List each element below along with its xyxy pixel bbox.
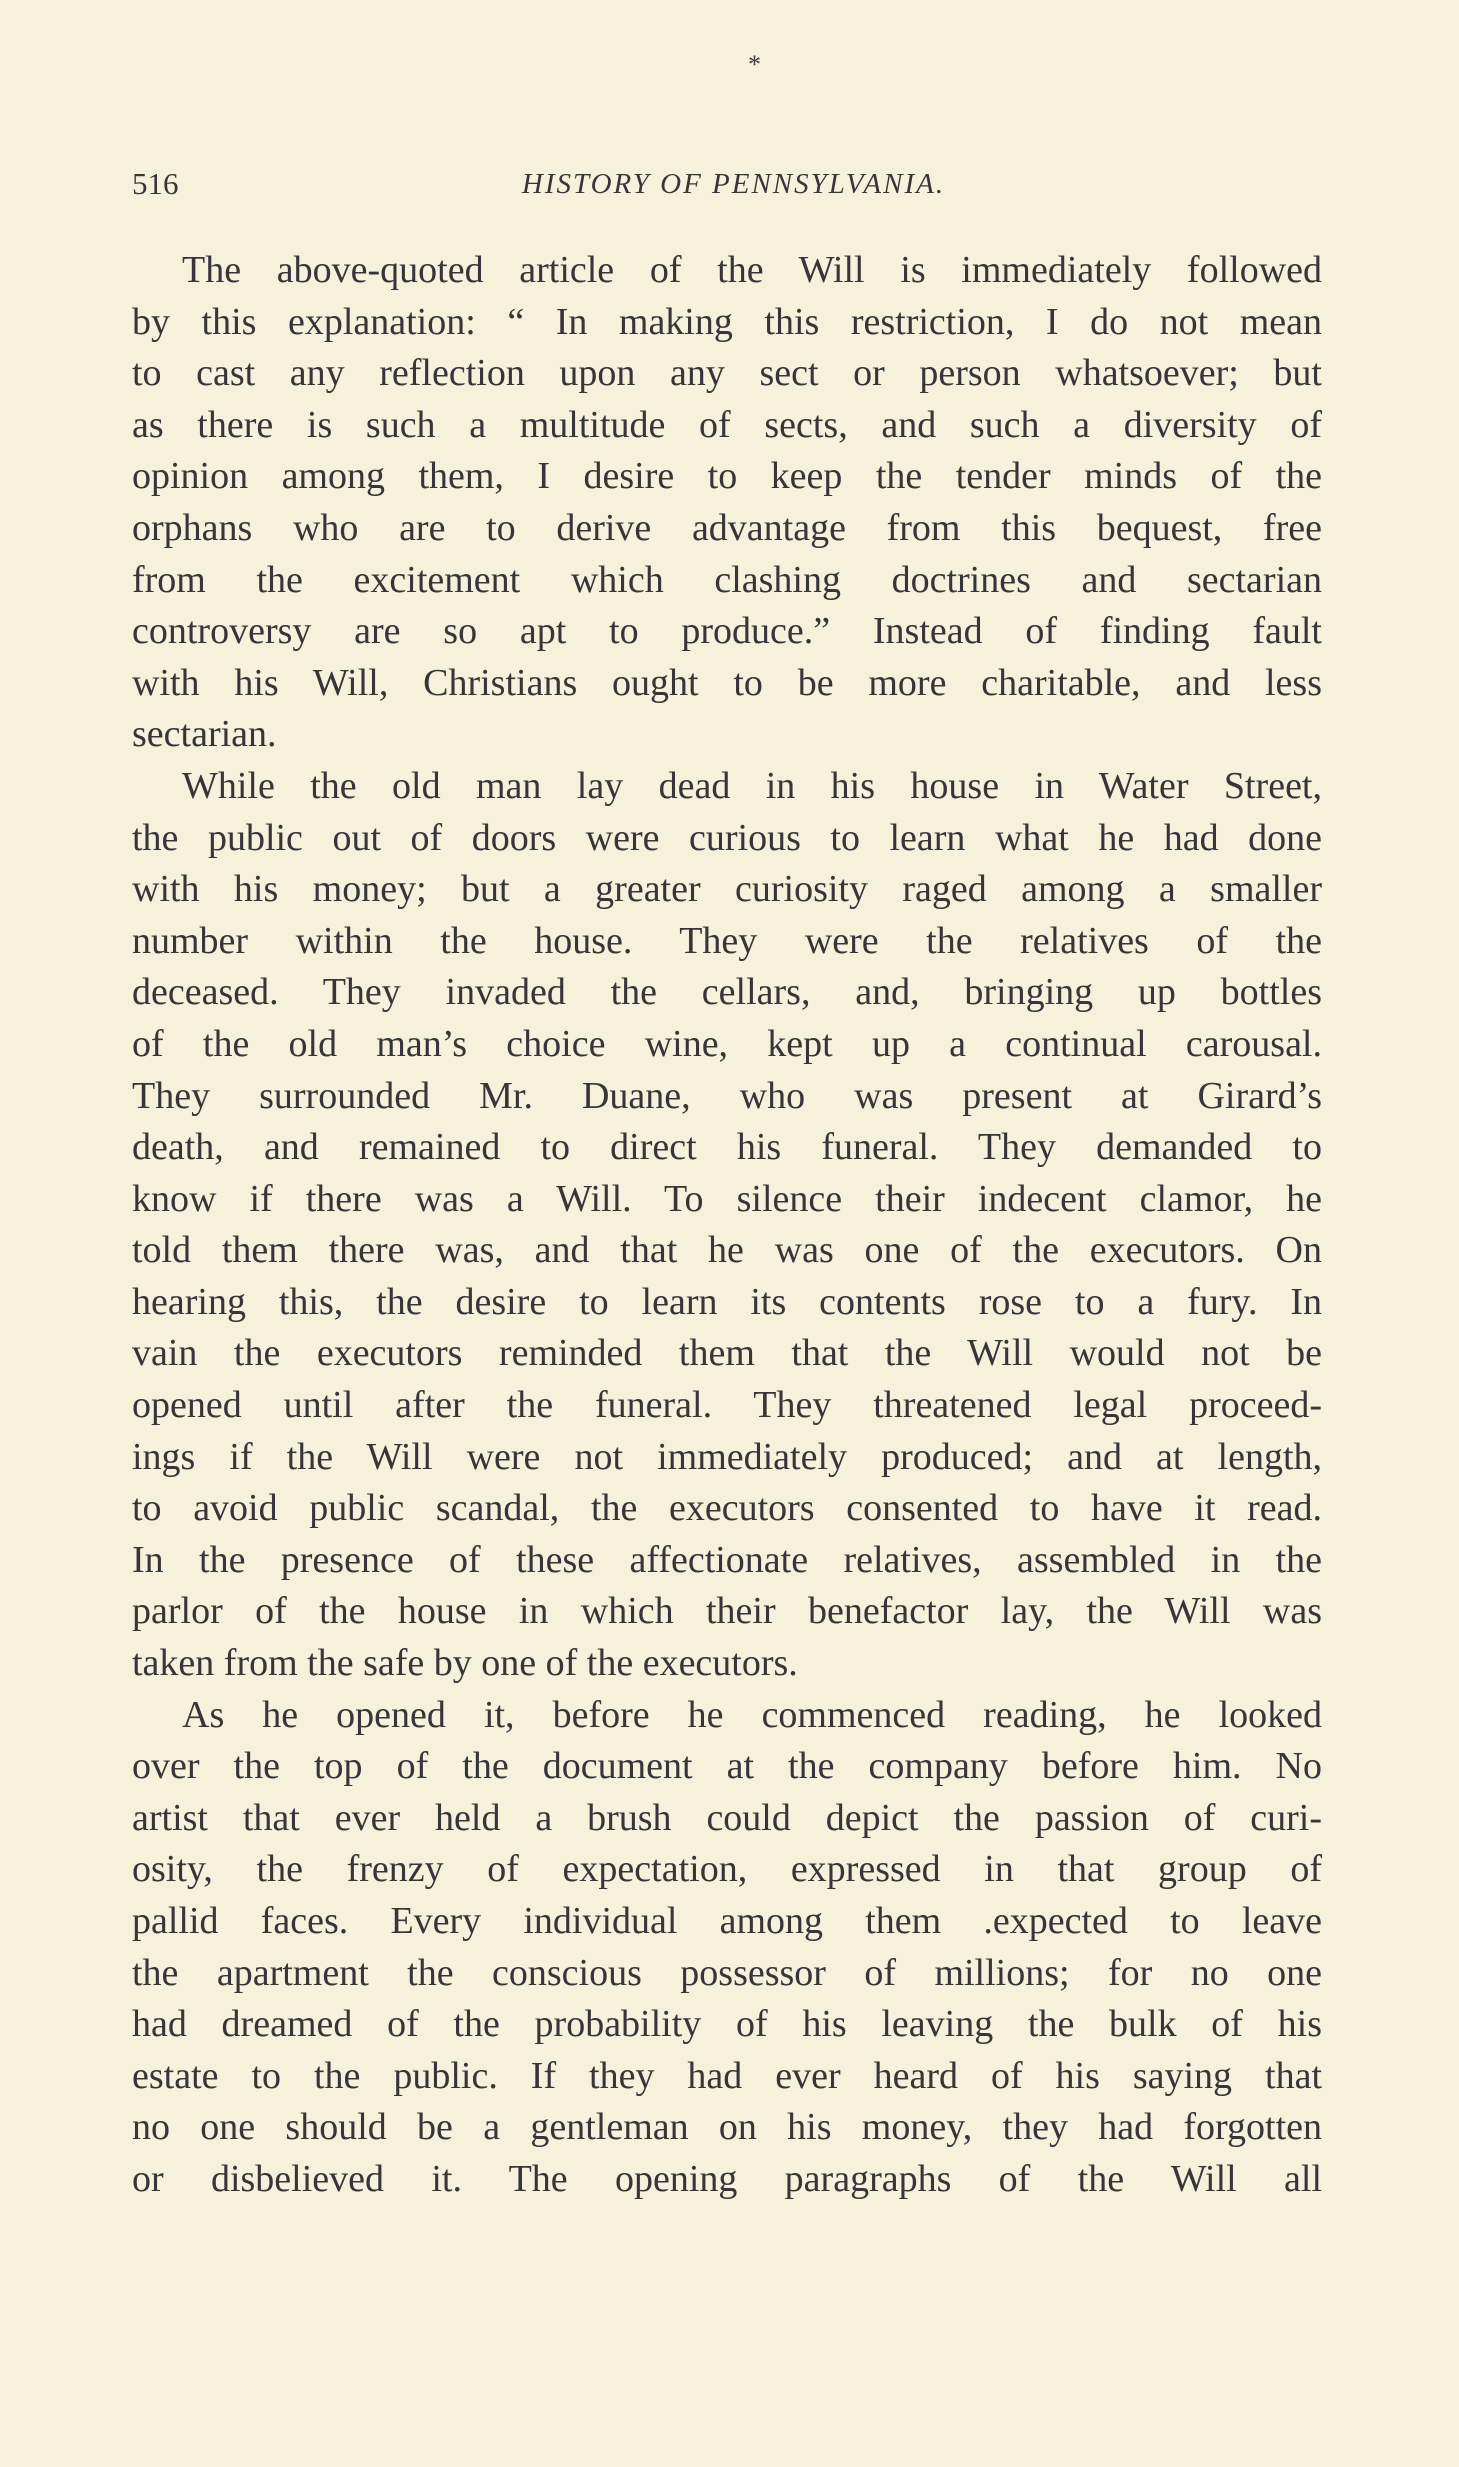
text-line: no one should be a gentleman on his money, they had forgotten [132, 2106, 1322, 2149]
text-line: As he opened it, before he commenced reading, he looked [182, 1693, 1322, 1736]
text-line: told them there was, and that he was one of the executors. On [132, 1229, 1322, 1272]
text-line: orphans who are to derive advantage from this bequest, free [132, 506, 1322, 549]
text-line: with his Will, Christians ought to be more charitable, and less [132, 661, 1322, 704]
text-line: had dreamed of the probability of his leaving the bulk of his [132, 2003, 1322, 2046]
text-line: estate to the public. If they had ever heard of his saying that [132, 2054, 1322, 2097]
text-line: controversy are so apt to produce.” Instead of finding fault [132, 610, 1322, 653]
text-line: vain the executors reminded them that the Will would not be [132, 1332, 1322, 1375]
text-line: The above-quoted article of the Will is immediately followed [182, 249, 1322, 291]
text-line: pallid faces. Every individual among them .expected to leave [132, 1900, 1322, 1942]
text-line: artist that ever held a brush could depict the passion of curi- [132, 1796, 1322, 1839]
text-line: hearing this, the desire to learn its contents rose to a fury. In [132, 1280, 1322, 1323]
text-line: They surrounded Mr. Duane, who was present at Girard’s [132, 1074, 1322, 1117]
text-line: from the excitement which clashing doctrines and sectarian [132, 558, 1322, 601]
running-title: HISTORY OF PENNSYLVANIA. [521, 168, 946, 200]
text-line: osity, the frenzy of expectation, expressed in that group of [132, 1848, 1322, 1891]
text-line: with his money; but a greater curiosity raged among a smaller [132, 868, 1322, 911]
text-line: deceased. They invaded the cellars, and, bringing up bottles [132, 971, 1322, 1014]
text-line: number within the house. They were the relatives of the [132, 919, 1322, 962]
body-text [132, 245, 1322, 2206]
text-line: opinion among them, I desire to keep the tender minds of the [132, 455, 1322, 498]
text-line: taken from the safe by one of the executors. [132, 1642, 798, 1685]
text-line: or disbelieved it. The opening paragraphs of the Will all [132, 2157, 1322, 2200]
page-number: 516 [132, 166, 179, 201]
text-line: the public out of doors were curious to learn what he had done [132, 816, 1322, 859]
printer-mark: * [748, 50, 761, 79]
text-line: to avoid public scandal, the executors consented to have it read. [132, 1487, 1322, 1530]
text-line: to cast any reflection upon any sect or person whatsoever; but [132, 352, 1322, 395]
text-line: by this explanation: “ In making this restriction, I do not mean [132, 300, 1322, 343]
text-line: ings if the Will were not immediately produced; and at length, [132, 1435, 1322, 1478]
text-line: In the presence of these affectionate relatives, assembled in the [132, 1538, 1322, 1581]
text-line: of the old man’s choice wine, kept up a continual carousal. [132, 1022, 1322, 1065]
text-line: death, and remained to direct his funeral. They demanded to [132, 1126, 1322, 1169]
text-line: parlor of the house in which their benefactor lay, the Will was [132, 1590, 1322, 1633]
text-line: know if there was a Will. To silence their indecent clamor, he [132, 1177, 1322, 1220]
text-line: While the old man lay dead in his house in Water Street, [182, 764, 1322, 807]
text-line: sectarian. [132, 713, 277, 756]
text-line: the apartment the conscious possessor of millions; for no one [132, 1951, 1322, 1994]
text-line: over the top of the document at the company before him. No [132, 1745, 1322, 1788]
text-line: as there is such a multitude of sects, and such a diversity of [132, 403, 1322, 446]
text-line: opened until after the funeral. They threatened legal proceed- [132, 1384, 1322, 1427]
